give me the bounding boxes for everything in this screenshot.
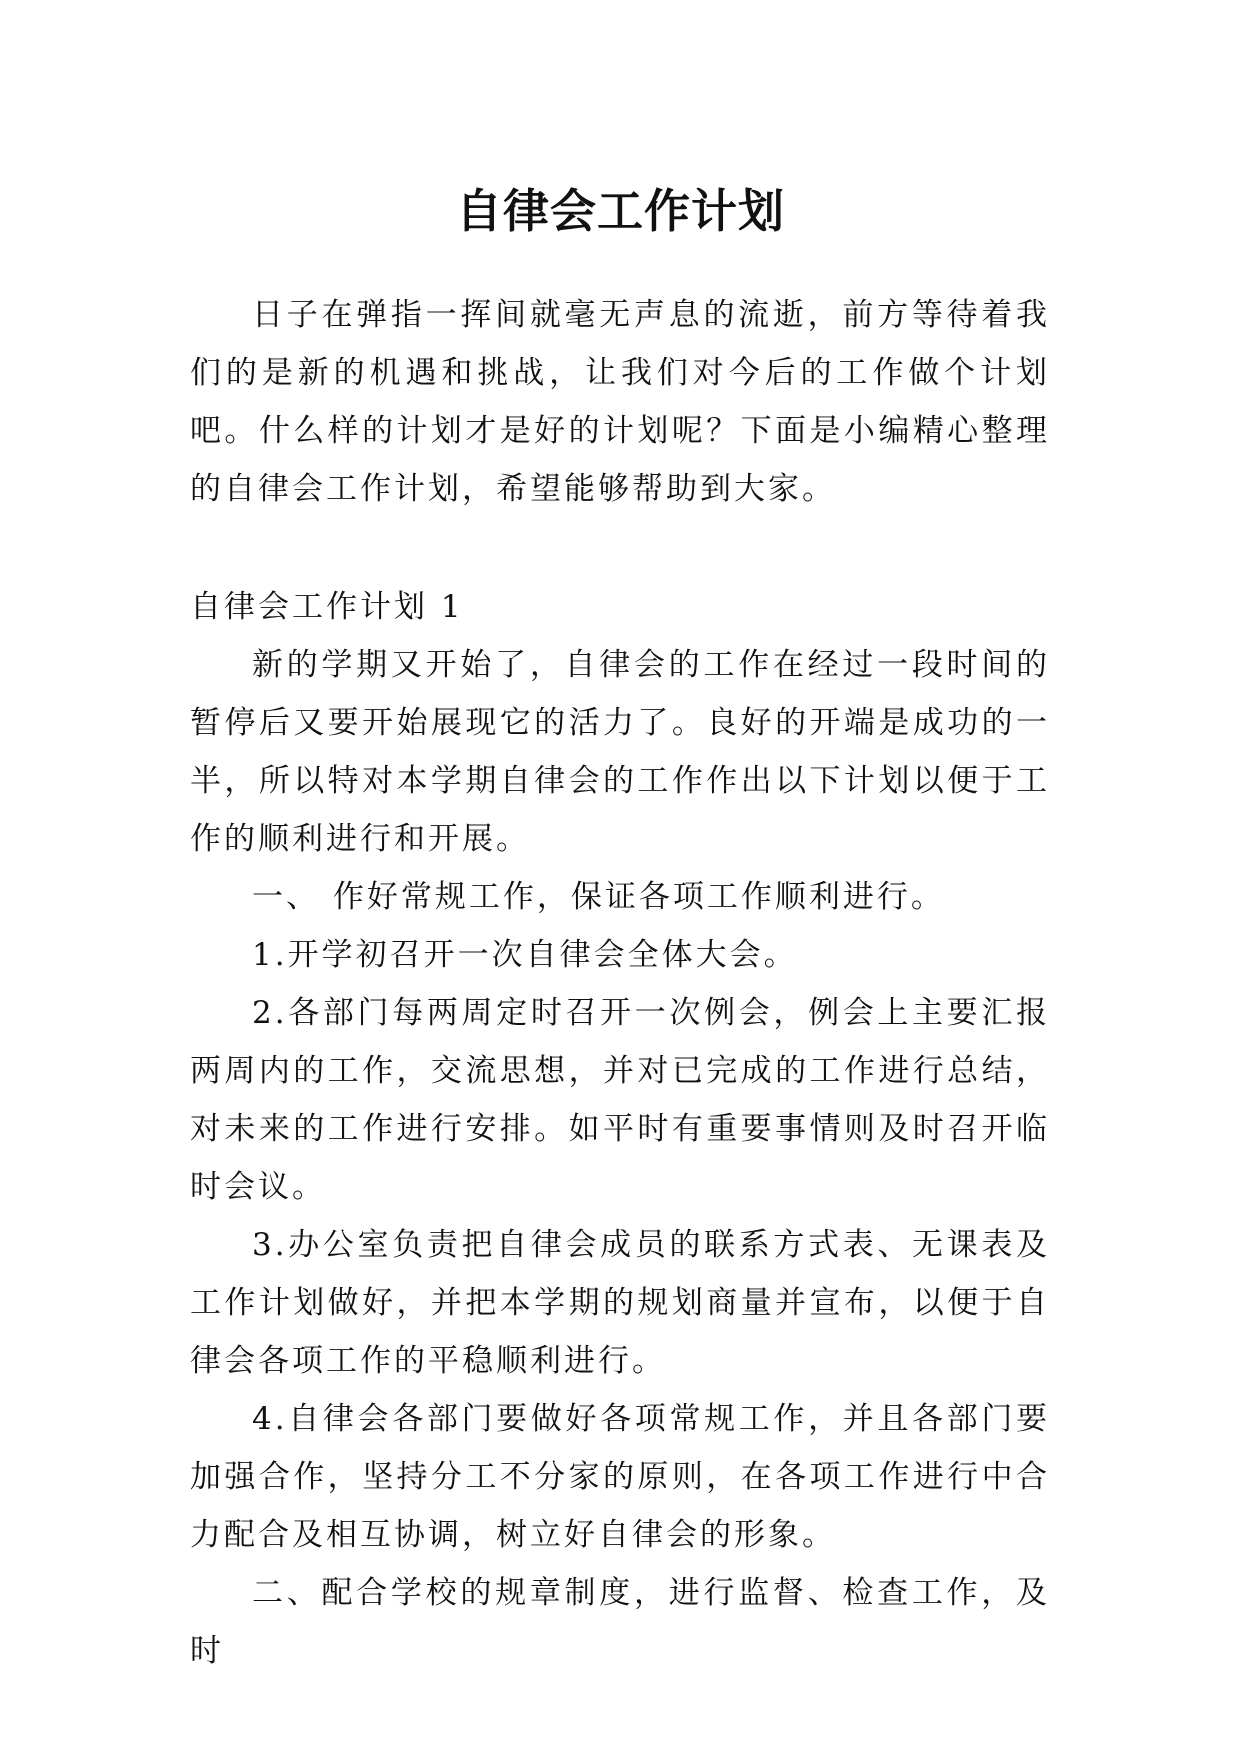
body-paragraph: 新的学期又开始了，自律会的工作在经过一段时间的暂停后又要开始展现它的活力了。良好的开端是成功的一半，所以特对本学期自律会的工作作出以下计划以便于工作的顺利进行和开展。 — [190, 647, 1050, 857]
body-paragraph: 3.办公室负责把自律会成员的联系方式表、无课表及工作计划做好，并把本学期的规划商量并宣布，以便于自律会各项工作的平稳顺利进行。 — [190, 1227, 1050, 1379]
plan-section — [190, 578, 1050, 1680]
body-paragraph: 一、 作好常规工作，保证各项工作顺利进行。 — [252, 879, 945, 915]
body-paragraph: 1.开学初召开一次自律会全体大会。 — [252, 937, 798, 973]
body-paragraph: 二、配合学校的规章制度，进行监督、检查工作，及时 — [190, 1575, 1050, 1669]
intro-paragraph: 日子在弹指一挥间就毫无声息的流逝，前方等待着我们的是新的机遇和挑战，让我们对今后的工作做个计划吧。什么样的计划才是好的计划呢？下面是小编精心整理的自律会工作计划，希望能够帮助到大家。 — [190, 297, 1050, 507]
section-heading: 自律会工作计划 1 — [190, 589, 464, 625]
body-paragraph: 4.自律会各部门要做好各项常规工作，并且各部门要加强合作，坚持分工不分家的原则，在各项工作进行中合力配合及相互协调，树立好自律会的形象。 — [190, 1401, 1050, 1553]
document-title: 自律会工作计划 — [456, 183, 785, 238]
body-paragraph: 2.各部门每两周定时召开一次例会，例会上主要汇报两周内的工作，交流思想，并对已完成的工作进行总结，对未来的工作进行安排。如平时有重要事情则及时召开临时会议。 — [190, 995, 1050, 1205]
intro-section — [190, 286, 1050, 518]
